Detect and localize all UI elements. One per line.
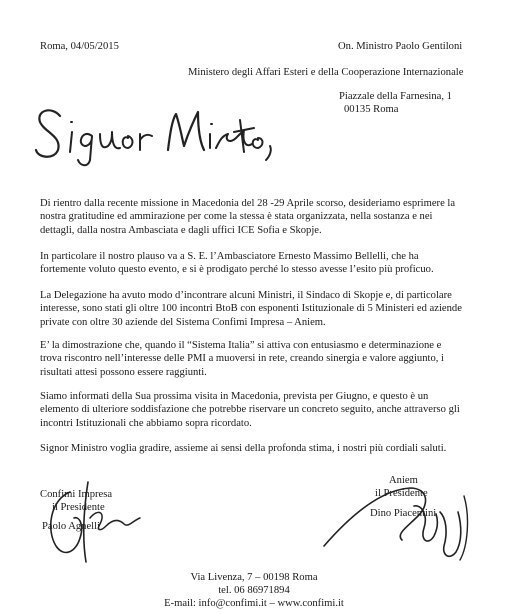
place-date: Roma, 04/05/2015 — [40, 41, 119, 52]
body-line: private con oltre 30 aziende del Sistema Confimi Impresa – Aniem. — [40, 316, 326, 328]
left-handwritten-signature — [40, 478, 160, 568]
paragraph-4 — [40, 339, 480, 379]
body-line: dettagli, dalla nostra Ambasciata e dagli uffici ICE Sofia e Skopje. — [40, 224, 322, 236]
body-line: E’ la dimostrazione che, quando il “Sistema Italia” si attiva con entusiasmo e determinazione e — [40, 340, 442, 351]
left-signatory-role: il Presidente — [52, 502, 105, 513]
body-line: trova riscontro nell’interesse delle PMI a muoversi in rete, creando sinergia e valore aggiunto, i — [40, 353, 445, 365]
body-line: Signor Ministro voglia gradire, assieme ai sensi della profonda stima, i nostri più cordiali saluti. — [40, 443, 447, 454]
paragraph-3 — [40, 289, 480, 329]
ministry: Ministero degli Affari Esteri e della Cooperazione Internazionale — [188, 67, 464, 78]
right-signatory-name: Dino Piacentini — [370, 508, 437, 519]
body-line: nostra gratitudine ed ammirazione per come la stessa è stata organizzata, nella sostanza e nei — [40, 211, 433, 223]
right-signatory-role: il Presidente — [375, 488, 428, 499]
footer-contacts: E-mail: info@confimi.it – www.confimi.it — [164, 598, 344, 609]
paragraph-5 — [40, 390, 480, 430]
body-line: Di rientro dalla recente missione in Macedonia del 28 -29 Aprile scorso, desideriamo esprimere la — [40, 198, 456, 209]
body-line: incontri Istituzionali che abbiamo sopra ricordato. — [40, 417, 252, 429]
handwritten-salutation — [30, 98, 290, 168]
body-line: La Delegazione ha avuto modo d’incontrare alcuni Ministri, il Sindaco di Skopje e, di particolare — [40, 290, 452, 301]
left-signatory-name: Paolo Agnelli — [42, 521, 100, 532]
paragraph-1 — [40, 197, 480, 237]
paragraph-2 — [40, 250, 480, 277]
address-line-2: 00135 Roma — [344, 104, 399, 115]
left-signatory-org: Confimi Impresa — [40, 489, 113, 500]
body-line: risultati attesi possono essere raggiunti. — [40, 366, 207, 378]
body-line: In particolare il nostro plauso va a S. E. l’Ambasciatore Ernesto Massimo Bellelli, che ha — [40, 251, 419, 262]
address-line-1: Piazzale della Farnesina, 1 — [339, 91, 452, 102]
body-line: interesse, sono stati gli oltre 100 incontri BtoB con esponenti Istituzionale di 5 Ministeri ed aziende — [40, 303, 462, 315]
body-line: elemento di ulteriore soddisfazione che potrebbe riservare un concreto seguito, anche attraverso gli — [40, 404, 460, 416]
right-signatory-org: Aniem — [389, 475, 418, 486]
recipient: On. Ministro Paolo Gentiloni — [338, 41, 463, 52]
paragraph-6 — [40, 442, 480, 455]
body-line: fortemente voluto questo evento, e si è prodigato perché lo stesso avesse l’esito più proficuo. — [40, 264, 434, 276]
footer-phone: tel. 06 86971894 — [218, 585, 290, 596]
body-line: Siamo informati della Sua prossima visita in Macedonia, prevista per Giugno, e questo è un — [40, 391, 429, 402]
footer-address: Via Livenza, 7 – 00198 Roma — [190, 572, 318, 583]
right-handwritten-signature — [310, 476, 480, 566]
